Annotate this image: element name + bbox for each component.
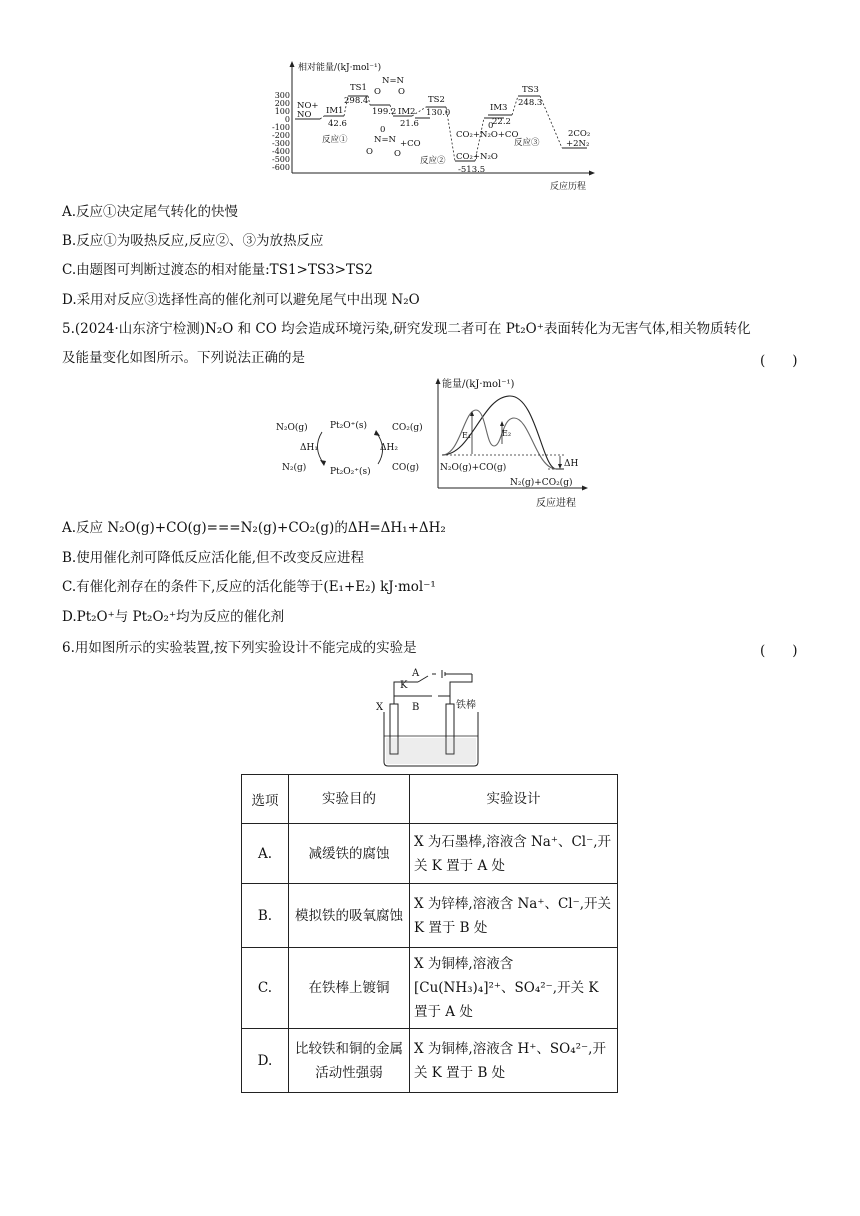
electrolysis-apparatus: [372, 666, 492, 770]
species-o: O: [374, 87, 381, 97]
y-tick: 0: [284, 115, 290, 124]
point-value: 298.4: [344, 96, 369, 106]
species-o: O: [366, 147, 373, 157]
table-header: 选项: [242, 775, 289, 824]
point-value: 21.6: [400, 119, 419, 129]
point-value: 199.2: [372, 107, 397, 117]
apparatus-label-x: X: [376, 702, 384, 713]
point-name: IM2: [398, 107, 416, 117]
table-row: [242, 884, 618, 948]
table-cell: D.: [242, 1029, 289, 1093]
table-header: 实验目的: [289, 775, 410, 824]
cycle-n2: N₂(g): [282, 463, 307, 473]
reaction-energy-diagram: [432, 376, 592, 510]
species-n2o2: N=N: [382, 76, 404, 86]
q4-option-c: C.由题图可判断过渡态的相对能量:TS1>TS3>TS2: [62, 262, 373, 278]
table-cell: X 为锌棒,溶液含 Na⁺、Cl⁻,开关 K 置于 B 处: [410, 884, 618, 948]
energy-products: N₂(g)+CO₂(g): [510, 478, 573, 488]
final-species: +2N₂: [566, 139, 590, 149]
table-cell: 比较铁和铜的金属活动性强弱: [289, 1029, 410, 1093]
y-tick: -100: [272, 123, 290, 132]
q4-option-a: A.反应①决定尾气转化的快慢: [62, 204, 239, 220]
cycle-pt2o: Pt₂O⁺(s): [330, 421, 368, 431]
y-tick: -400: [272, 147, 290, 156]
point-name: IM1: [326, 106, 344, 116]
point-value: 130.0: [426, 108, 451, 118]
energy-dh: ΔH: [564, 459, 579, 469]
energy-reactants: N₂O(g)+CO(g): [440, 463, 507, 473]
table-cell: 减缓铁的腐蚀: [289, 824, 410, 884]
q5-stem-line2: 及能量变化如图所示。下列说法正确的是: [62, 350, 305, 366]
y-tick: 200: [274, 99, 290, 108]
energy-x-label: 反应进程: [536, 498, 576, 509]
q5-option-c: C.有催化剂存在的条件下,反应的活化能等于(E₁+E₂) kJ·mol⁻¹: [62, 579, 436, 595]
experiment-table: [241, 774, 618, 1093]
start-species: NO+: [297, 101, 319, 111]
point-value: 22.2: [492, 117, 511, 127]
species-n2o2: N=N: [374, 135, 396, 145]
q5-stem-line1: 5.(2024·山东济宁检测)N₂O 和 CO 均会造成环境污染,研究发现二者可在 Pt₂O⁺表面转化为无害气体,相关物质转化: [62, 321, 751, 337]
q5-option-a: A.反应 N₂O(g)+CO(g)===N₂(g)+CO₂(g)的ΔH=ΔH₁+ΔH₂: [62, 520, 446, 536]
final-species: 2CO₂: [568, 129, 591, 139]
cycle-co: CO(g): [392, 463, 420, 473]
table-cell: X 为铜棒,溶液含 H⁺、SO₄²⁻,开关 K 置于 B 处: [410, 1029, 618, 1093]
point-name: TS1: [350, 83, 367, 93]
table-row: [242, 948, 618, 1029]
cycle-dh2: ΔH₂: [380, 443, 398, 453]
y-axis-label: 相对能量/(kJ·mol⁻¹): [298, 63, 382, 73]
energy-e2: E₂: [502, 429, 512, 438]
point-value: 0: [488, 121, 494, 131]
table-header-row: [242, 775, 618, 824]
y-tick: -200: [272, 131, 290, 140]
table-cell: C.: [242, 948, 289, 1029]
y-tick: 100: [274, 107, 290, 116]
table-cell: 模拟铁的吸氧腐蚀: [289, 884, 410, 948]
y-tick-labels: [272, 91, 290, 172]
table-cell: X 为石墨棒,溶液含 Na⁺、Cl⁻,开关 K 置于 A 处: [410, 824, 618, 884]
table-cell: 在铁棒上镀铜: [289, 948, 410, 1029]
q5-option-d: D.Pt₂O⁺与 Pt₂O₂⁺均为反应的催化剂: [62, 609, 285, 625]
q6-answer-paren: ( ): [760, 643, 798, 659]
table-row: [242, 824, 618, 884]
apparatus-label-rod: 铁棒: [456, 700, 476, 711]
cycle-dh1: ΔH₁: [300, 443, 318, 453]
species-co2-n2o-co: CO₂+N₂O+CO: [456, 130, 519, 140]
cycle-co2: CO₂(g): [392, 423, 423, 433]
apparatus-label-a: A: [412, 668, 420, 679]
reaction-label: 反应①: [322, 135, 348, 145]
energy-y-label: 能量/(kJ·mol⁻¹): [442, 379, 515, 390]
y-tick: 300: [274, 91, 290, 100]
point-value: 0: [380, 125, 386, 135]
table-cell: B.: [242, 884, 289, 948]
cycle-n2o: N₂O(g): [276, 423, 308, 433]
point-name: TS2: [428, 95, 445, 105]
q4-option-b: B.反应①为吸热反应,反应②、③为放热反应: [62, 233, 324, 249]
q6-stem: 6.用如图所示的实验装置,按下列实验设计不能完成的实验是: [62, 640, 417, 656]
energy-profile-diagram: [262, 58, 602, 194]
table-row: [242, 1029, 618, 1093]
start-species: NO: [297, 110, 312, 120]
point-value: -513.5: [458, 165, 486, 175]
y-tick: -500: [272, 155, 290, 164]
apparatus-label-b: B: [412, 702, 420, 713]
species-co: +CO: [400, 139, 421, 149]
cycle-pt2o2: Pt₂O₂⁺(s): [330, 467, 371, 477]
q5-option-b: B.使用催化剂可降低反应活化能,但不改变反应进程: [62, 550, 365, 566]
q4-option-d: D.采用对反应③选择性高的催化剂可以避免尾气中出现 N₂O: [62, 292, 420, 308]
y-tick: -300: [272, 139, 290, 148]
point-name: TS3: [522, 85, 539, 95]
catalytic-cycle-diagram: [274, 418, 434, 482]
point-name: IM3: [490, 103, 508, 113]
point-value: 42.6: [328, 119, 347, 129]
q5-answer-paren: ( ): [760, 353, 798, 369]
point-value: 248.3: [518, 98, 543, 108]
reaction-label: 反应②: [420, 156, 446, 166]
y-tick: -600: [272, 163, 290, 172]
x-axis-label: 反应历程: [550, 182, 587, 192]
species-o: O: [398, 87, 405, 97]
energy-e1: E₁: [462, 431, 472, 440]
table-cell: A.: [242, 824, 289, 884]
reaction-label: 反应③: [514, 138, 540, 148]
species-co2-n2o: CO₂+N₂O: [456, 152, 498, 162]
table-header: 实验设计: [410, 775, 618, 824]
species-o: O: [394, 149, 401, 159]
table-cell: X 为铜棒,溶液含[Cu(NH₃)₄]²⁺、SO₄²⁻,开关 K 置于 A 处: [410, 948, 618, 1029]
apparatus-label-k: K: [400, 680, 408, 691]
